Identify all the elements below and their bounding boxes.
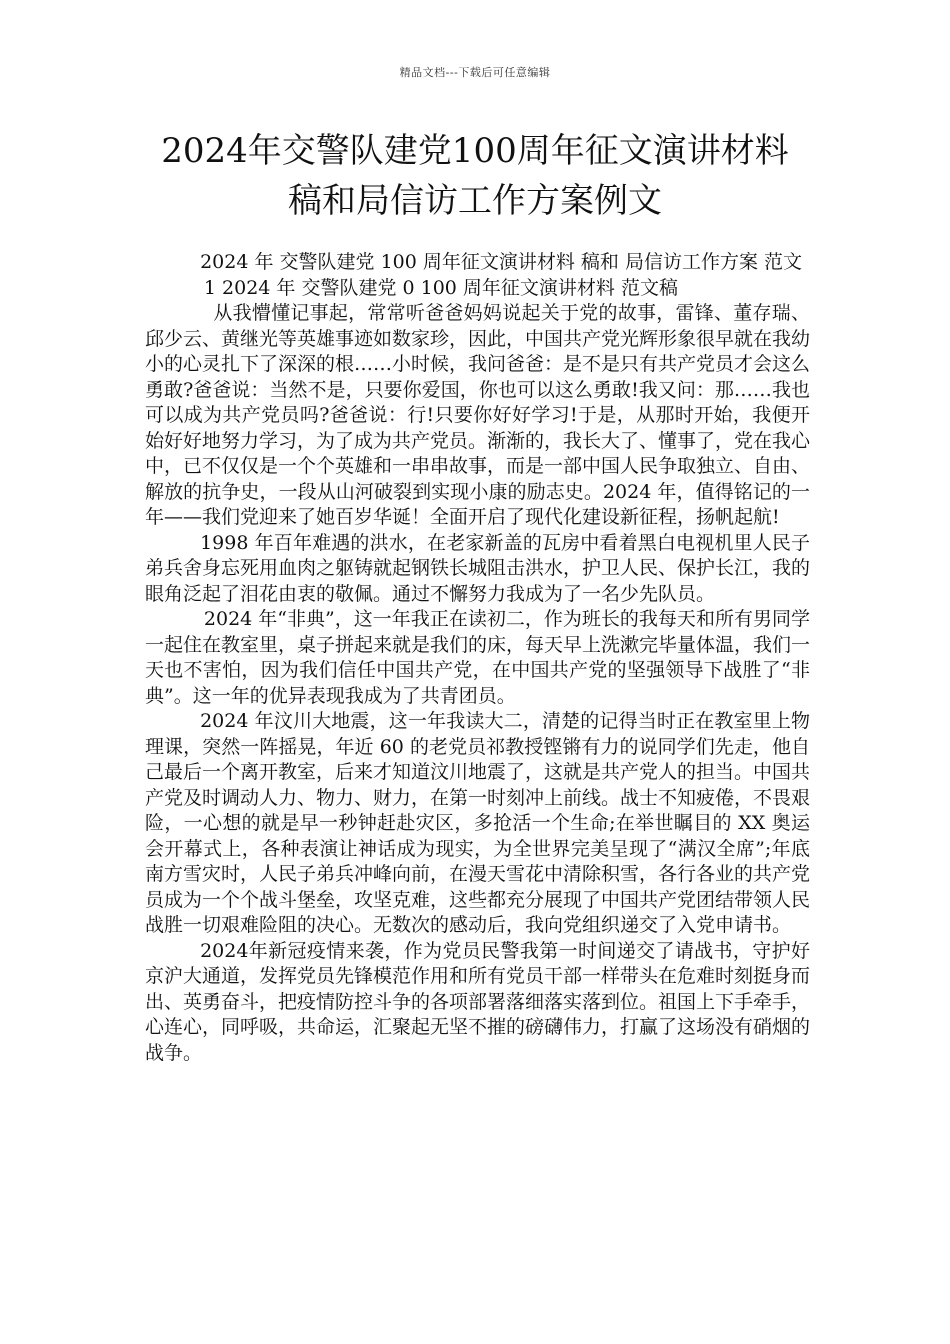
paragraph-sars: 2024 年“非典”，这一年我正在读初二，作为班长的我每天和所有男同学一起住在教室里，桌子拼起来就是我们的床，每天早上洗漱完毕量体温，我们一天也不害怕，因为我们信任中国共产党，在中国共产党的坚强领导下战胜了“非典”。这一年的优异表现我成为了共青团员。 <box>145 608 811 707</box>
paragraph-intro: 2024 年 交警队建党 100 周年征文演讲材料 稿和 局信访工作方案 范文 <box>200 251 802 273</box>
document-body <box>145 250 810 1066</box>
paragraph-1998-flood: 1998 年百年难遇的洪水，在老家新盖的瓦房中看着黑白电视机里人民子弟兵舍身忘死用血肉之躯铸就起钢铁长城阻击洪水，护卫人民、保护长江，我的眼角泛起了泪花由衷的敬佩。通过不懈努力我成为了一名少先队员。 <box>145 531 811 605</box>
paragraph-childhood: 从我懵懂记事起，常常听爸爸妈妈说起关于党的故事，雷锋、董存瑞、邱少云、黄继光等英雄事迹如数家珍，因此，中国共产党光辉形象很早就在我幼小的心灵扎下了深深的根……小时候，我问爸爸：是不是只有共产党员才会这么勇敢?爸爸说：当然不是，只要你爱国，你也可以这么勇敢!我又问：那……我也可以成为共产党员吗?爸爸说：行!只要你好好学习!于是，从那时开始，我便开始好好地努力学习，为了成为共产党员。渐渐的，我长大了、懂事了，党在我心中，已不仅仅是一个个英雄和一串串故事，而是一部中国人民争取独立、自由、解放的抗争史，一段从山河破裂到实现小康的励志史。2024 年，值得铭记的一年——我们党迎来了她百岁华诞！全面开启了现代化建设新征程，扬帆起航! <box>145 302 811 528</box>
page-header: 精品文档---下载后可任意编辑 <box>399 66 551 79</box>
paragraph-earthquake: 2024 年汶川大地震，这一年我读大二，清楚的记得当时正在教室里上物理课，突然一阵摇晃，年近 60 的老党员祁教授铿锵有力的说同学们先走，他自己最后一个离开教室，后来才知道汶川地震了，这就是共产党人的担当。中国共产党及时调动人力、物力、财力，在第一时刻冲上前线。战士不知疲倦，不畏艰险，一心想的就是早一秒钟赶赴灾区，多抢活一个生命;在举世瞩目的 XX 奥运会开幕式上，各种表演让神话成为现实，为全世界完美呈现了“满汉全席”;年底南方雪灾时，人民子弟兵冲峰向前，在漫天雪花中清除积雪，各行各业的共产党员成为一个个战斗堡垒，攻坚克难，这些都充分展现了中国共产党团结带领人民战胜一切艰难险阻的决心。无数次的感动后，我向党组织递交了入党申请书。 <box>145 710 811 936</box>
document-title <box>120 126 830 226</box>
paragraph-covid: 2024年新冠疫情来袭，作为党员民警我第一时间递交了请战书，守护好京沪大通道，发挥党员先锋模范作用和所有党员干部一样带头在危难时刻挺身而出、英勇奋斗，把疫情防控斗争的各项部署落细落实落到位。祖国上下手牵手，心连心，同呼吸，共命运，汇聚起无坚不摧的磅礴伟力，打赢了这场没有硝烟的战争。 <box>145 939 811 1064</box>
document-title-line-2: 稿和局信访工作方案例文 <box>288 181 662 221</box>
document-title-line-1: 2024年交警队建党100周年征文演讲材料 <box>161 131 789 171</box>
paragraph-subtitle: 1 2024 年 交警队建党 0 100 周年征文演讲材料 范文稿 <box>203 276 678 299</box>
